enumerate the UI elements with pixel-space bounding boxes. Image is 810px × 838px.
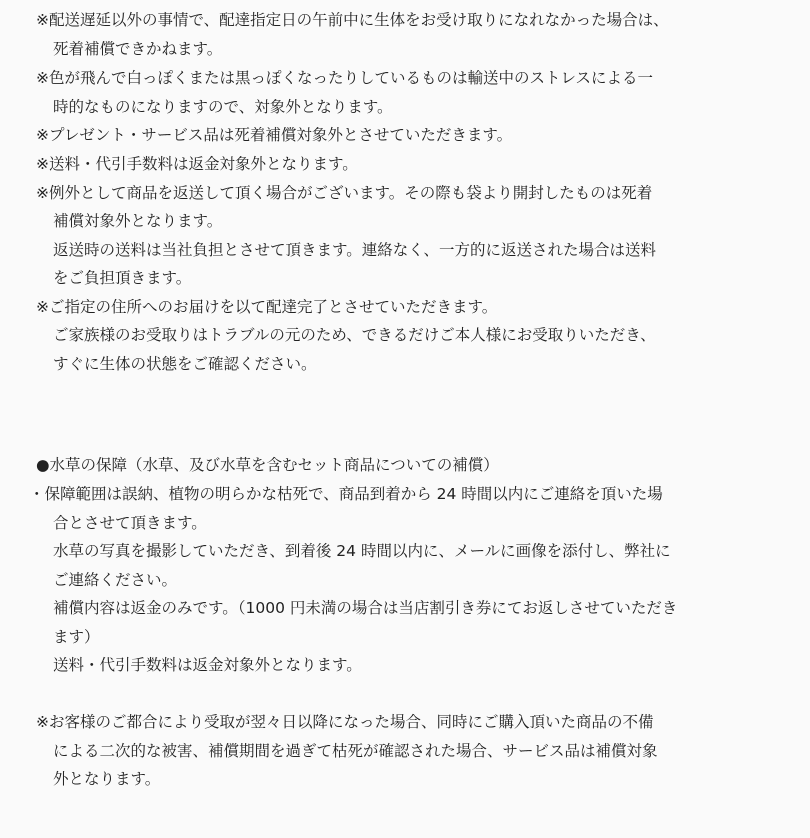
text-line: による二次的な被害、補償期間を過ぎて枯死が確認された場合、サービス品は補償対象 (53, 742, 658, 760)
text-line: ※ご指定の住所へのお届けを以て配達完了とさせていただきます。 (36, 298, 498, 316)
text-line: 水草の写真を撮影していただき、到着後 24 時間以内に、メールに画像を添付し、弊社に (53, 542, 671, 560)
text-line: ご家族様のお受取りはトラブルの元のため、できるだけご本人様にお受取りいただき、 (53, 326, 656, 344)
text-line: ・保障範囲は誤納、植物の明らかな枯死で、商品到着から 24 時間以内にご連絡を頂いた場 (29, 485, 663, 503)
text-line: 返送時の送料は当社負担とさせて頂きます。連絡なく、一方的に返送された場合は送料 (53, 241, 656, 259)
text-line: ※例外として商品を返送して頂く場合がございます。その際も袋より開封したものは死着 (36, 184, 653, 202)
text-line: ます） (53, 628, 100, 646)
text-line: ※色が飛んで白っぽくまたは黒っぽくなったりしているものは輸送中のストレスによる一 (36, 69, 654, 87)
text-line: 外となります。 (53, 770, 161, 788)
text-line: ※プレゼント・サービス品は死着補償対象外とさせていただきます。 (36, 126, 513, 144)
text-line: をご負担頂きます。 (53, 269, 192, 287)
text-line: 送料・代引手数料は返金対象外となります。 (53, 656, 362, 674)
text-line: 死着補償できかねます。 (53, 40, 223, 58)
text-line: 補償対象外となります。 (53, 212, 223, 230)
section-heading: ●水草の保障（水草、及び水草を含むセット商品についての補償） (36, 456, 499, 474)
text-line: ご連絡ください。 (53, 571, 178, 589)
text-line: 時的なものになりますので、対象外となります。 (53, 98, 393, 116)
text-line: ※お客様のご都合により受取が翌々日以降になった場合、同時にご購入頂いた商品の不備 (36, 713, 654, 731)
text-line: 補償内容は返金のみです。（1000 円未満の場合は当店割引き券にてお返しさせていただき (53, 599, 678, 617)
text-line: 合とさせて頂きます。 (53, 514, 207, 532)
text-line: ※送料・代引手数料は返金対象外となります。 (36, 155, 358, 173)
text-line: すぐに生体の状態をご確認ください。 (53, 355, 317, 373)
text-line: ※配送遅延以外の事情で、配達指定日の午前中に生体をお受け取りになれなかった場合は、 (36, 11, 669, 29)
